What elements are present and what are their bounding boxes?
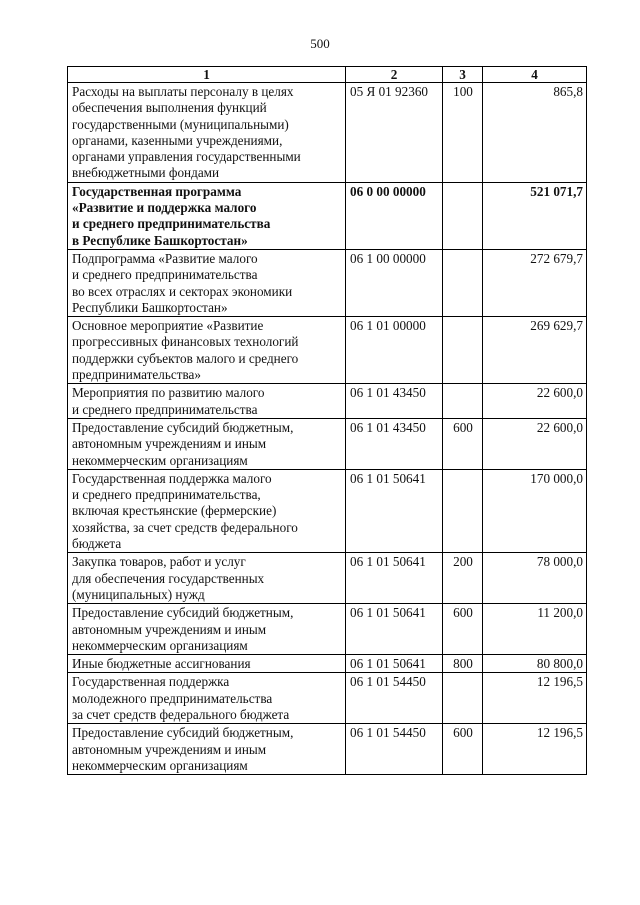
column-header-name: 1 <box>68 67 346 83</box>
column-header-amount: 4 <box>483 67 587 83</box>
row-code: 06 0 00 00000 <box>346 182 443 249</box>
row-expense-type <box>443 182 483 249</box>
row-name-line: Республики Башкортостан» <box>72 299 228 315</box>
row-name-line: и среднего предпринимательства <box>72 401 258 417</box>
row-name <box>68 724 346 775</box>
row-code: 06 1 01 50641 <box>346 604 443 655</box>
budget-table <box>67 66 587 775</box>
row-name <box>68 604 346 655</box>
table-row <box>68 249 587 316</box>
row-code: 06 1 01 50641 <box>346 655 443 673</box>
row-name <box>68 182 346 249</box>
table-row <box>68 469 587 552</box>
row-name-line: в Республике Башкортостан» <box>72 232 248 248</box>
row-amount: 12 196,5 <box>483 724 587 775</box>
row-code: 06 1 01 43450 <box>346 418 443 469</box>
row-name-line: для обеспечения государственных <box>72 570 265 586</box>
row-name-line: Иные бюджетные ассигнования <box>72 656 251 672</box>
row-code: 06 1 01 50641 <box>346 553 443 604</box>
row-amount: 170 000,0 <box>483 469 587 552</box>
row-name <box>68 249 346 316</box>
row-name <box>68 384 346 419</box>
page-number: 500 <box>310 36 330 51</box>
row-expense-type <box>443 469 483 552</box>
row-name-line: хозяйства, за счет средств федерального <box>72 519 298 535</box>
row-name-line: Закупка товаров, работ и услуг <box>72 554 246 570</box>
table-row <box>68 673 587 724</box>
row-name-line: некоммерческим организациям <box>72 757 248 773</box>
row-name-line: и среднего предпринимательства <box>72 267 258 283</box>
row-name-line: Государственная поддержка малого <box>72 470 272 486</box>
row-name-line: внебюджетными фондами <box>72 165 220 181</box>
row-name-line: бюджета <box>72 536 122 552</box>
row-name-line: Расходы на выплаты персоналу в целях <box>72 84 294 99</box>
row-name-line: (муниципальных) нужд <box>72 586 205 602</box>
row-amount: 78 000,0 <box>483 553 587 604</box>
row-name-line: Предоставление субсидий бюджетным, <box>72 419 294 435</box>
column-header-expense-type: 3 <box>443 67 483 83</box>
row-name-line: Мероприятия по развитию малого <box>72 385 265 401</box>
table-row <box>68 655 587 673</box>
row-amount: 269 629,7 <box>483 317 587 384</box>
row-name-line: Предоставление субсидий бюджетным, <box>72 725 294 741</box>
row-name-line: поддержки субъектов малого и среднего <box>72 350 299 366</box>
row-amount: 22 600,0 <box>483 384 587 419</box>
row-code: 06 1 01 50641 <box>346 469 443 552</box>
row-name-line: предпринимательства» <box>72 367 201 383</box>
row-name-line: за счет средств федерального бюджета <box>72 706 290 722</box>
row-expense-type <box>443 249 483 316</box>
row-name-line: и среднего предпринимательства, <box>72 487 261 503</box>
row-code: 05 Я 01 92360 <box>346 83 443 183</box>
row-name-line: некоммерческим организациям <box>72 637 248 653</box>
row-amount: 865,8 <box>483 83 587 183</box>
row-name-line: государственными (муниципальными) <box>72 116 289 132</box>
row-name-line: Государственная поддержка <box>72 674 230 690</box>
row-name-line: Предоставление субсидий бюджетным, <box>72 605 294 621</box>
row-code: 06 1 01 43450 <box>346 384 443 419</box>
table-row <box>68 418 587 469</box>
row-expense-type: 100 <box>443 83 483 183</box>
row-expense-type: 600 <box>443 418 483 469</box>
row-name-line: «Развитие и поддержка малого <box>72 200 257 216</box>
row-code: 06 1 00 00000 <box>346 249 443 316</box>
row-amount: 80 800,0 <box>483 655 587 673</box>
row-name-line: включая крестьянские (фермерские) <box>72 503 277 519</box>
row-name-line: Основное мероприятие «Развитие <box>72 318 264 334</box>
row-name-line: молодежного предпринимательства <box>72 690 273 706</box>
table-header-row <box>68 67 587 83</box>
row-expense-type <box>443 673 483 724</box>
row-amount: 521 071,7 <box>483 182 587 249</box>
row-name <box>68 469 346 552</box>
row-expense-type: 200 <box>443 553 483 604</box>
row-code: 06 1 01 54450 <box>346 724 443 775</box>
column-header-code: 2 <box>346 67 443 83</box>
row-name <box>68 418 346 469</box>
row-name-line: автономным учреждениям и иным <box>72 741 267 757</box>
row-name <box>68 317 346 384</box>
row-amount: 272 679,7 <box>483 249 587 316</box>
row-amount: 12 196,5 <box>483 673 587 724</box>
row-amount: 22 600,0 <box>483 418 587 469</box>
row-name-line: обеспечения выполнения функций <box>72 100 267 116</box>
row-name-line: органами управления государственными <box>72 149 301 165</box>
table-row <box>68 83 587 183</box>
table-row <box>68 553 587 604</box>
row-name-line: Подпрограмма «Развитие малого <box>72 250 258 266</box>
row-expense-type <box>443 384 483 419</box>
row-expense-type: 800 <box>443 655 483 673</box>
table-body <box>68 83 587 775</box>
row-name <box>68 553 346 604</box>
row-code: 06 1 01 54450 <box>346 673 443 724</box>
row-name-line: прогрессивных финансовых технологий <box>72 334 299 350</box>
row-name <box>68 655 346 673</box>
row-amount: 11 200,0 <box>483 604 587 655</box>
table-row <box>68 317 587 384</box>
row-name-line: и среднего предпринимательства <box>72 216 271 232</box>
table-row <box>68 604 587 655</box>
row-name <box>68 83 346 183</box>
row-name-line: во всех отраслях и секторах экономики <box>72 283 293 299</box>
row-name <box>68 673 346 724</box>
row-name-line: Государственная программа <box>72 183 242 199</box>
row-name-line: автономным учреждениям и иным <box>72 621 267 637</box>
row-name-line: органами, казенными учреждениями, <box>72 132 283 148</box>
table-row <box>68 384 587 419</box>
row-name-line: автономным учреждениям и иным <box>72 436 267 452</box>
row-expense-type: 600 <box>443 724 483 775</box>
table-row <box>68 182 587 249</box>
row-expense-type: 600 <box>443 604 483 655</box>
row-expense-type <box>443 317 483 384</box>
row-name-line: некоммерческим организациям <box>72 452 248 468</box>
table-row <box>68 724 587 775</box>
row-code: 06 1 01 00000 <box>346 317 443 384</box>
